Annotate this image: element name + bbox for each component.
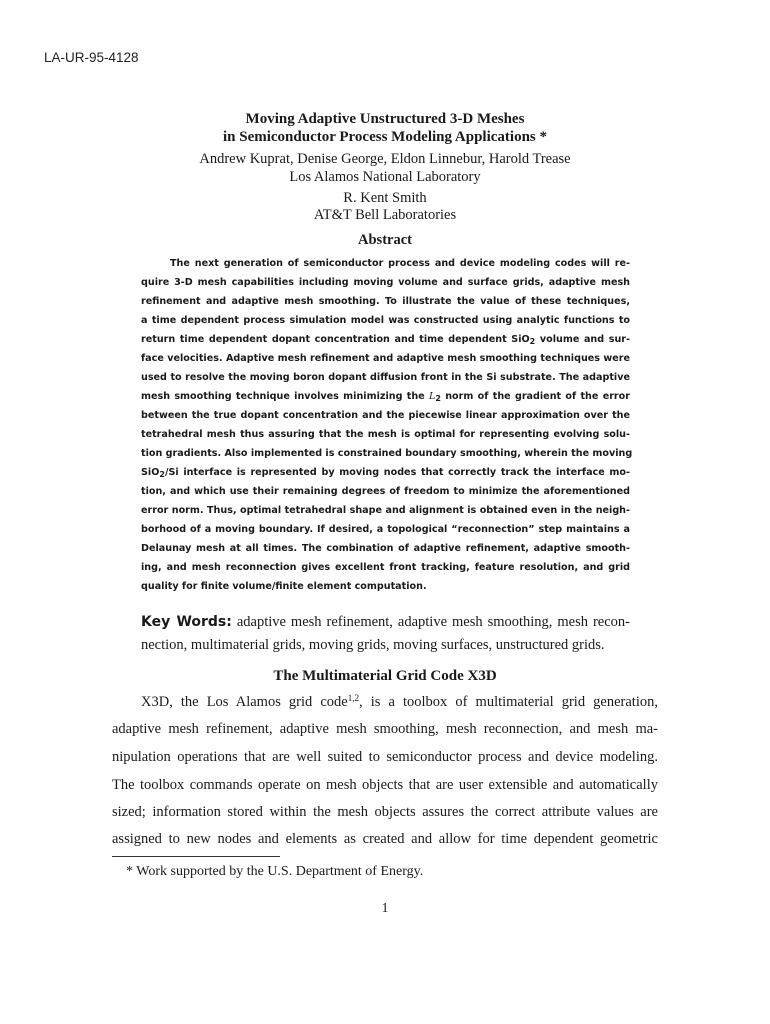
abstract-text: /Si interface is represented by moving nodes that correctly track the interface mo- [164,467,630,478]
keywords-line-2: nection, multimaterial grids, moving grids, moving surfaces, unstructured grids. [141,637,605,653]
abstract-line: a time dependent process simulation model was constructed using analytic functions to [141,315,630,326]
body-line [141,694,658,711]
abstract-line: refinement and adaptive mesh smoothing. To illustrate the value of these techniques, [141,296,630,307]
abstract-line: ing, and mesh reconnection gives excellent front tracking, feature resolution, and grid [141,562,630,573]
abstract-text: return time dependent dopant concentration and time dependent SiO [141,334,530,345]
page-number: 1 [381,901,389,916]
abstract-line: The next generation of semiconductor process and device modeling codes will re- [170,258,630,269]
abstract-line: between the true dopant concentration and the piecewise linear approximation over the [141,410,630,421]
body-text: X3D, the Los Alamos grid code [141,694,348,710]
abstract-line: Delaunay mesh at all times. The combination of adaptive refinement, adaptive smooth- [141,543,630,554]
abstract-text: norm of the gradient of the error [440,391,630,402]
abstract-line [141,334,630,345]
abstract-line: face velocities. Adaptive mesh refinement and adaptive mesh smoothing techniques were [141,353,630,364]
body-line: The toolbox commands operate on mesh objects that are user extensible and automatically [112,777,658,793]
abstract-line: borhood of a moving boundary. If desired, a topological “reconnection” step maintains a [141,524,630,535]
paper-title-line-2: in Semiconductor Process Modeling Applications * [222,129,548,145]
abstract-text: mesh smoothing technique involves minimizing the [141,391,429,402]
body-line: sized; information stored within the mesh objects assures the correct attribute values are [112,804,658,820]
abstract-line: tion gradients. Also implemented is constrained boundary smoothing, wherein the moving [141,448,633,459]
abstract-line: error norm. Thus, optimal tetrahedral shape and alignment is obtained even in the neigh- [141,505,630,516]
abstract-text: SiO [141,467,160,478]
keywords-text: adaptive mesh refinement, adaptive mesh smoothing, mesh recon- [231,614,630,630]
abstract-line: quire 3-D mesh capabilities including moving volume and surface grids, adaptive mesh [141,277,630,288]
abstract-heading: Abstract [358,232,412,248]
footnote-divider [112,856,280,857]
section-heading: The Multimaterial Grid Code X3D [273,668,497,684]
citation-superscript: 1,2 [347,693,359,703]
abstract-line [141,391,630,402]
abstract-line: used to resolve the moving boron dopant diffusion front in the Si substrate. The adaptive [141,372,630,383]
author-list: Andrew Kuprat, Denise George, Eldon Linnebur, Harold Trease [199,151,571,167]
body-line: nipulation operations that are well suited to semiconductor process and device modeling. [112,749,658,765]
report-number: LA-UR-95-4128 [44,50,139,65]
abstract-text: volume and sur- [535,334,630,345]
author-second: R. Kent Smith [343,190,427,206]
l2-symbol: L [428,391,436,402]
affiliation-lanl: Los Alamos National Laboratory [289,169,481,185]
body-text: , is a toolbox of multimaterial grid generation, [359,694,658,710]
subscript-2: 2 [159,470,165,479]
paper-title-line-1: Moving Adaptive Unstructured 3-D Meshes [245,111,525,127]
keywords-line-1 [141,614,630,631]
body-line: assigned to new nodes and elements as created and allow for time dependent geometric [112,831,658,847]
abstract-line [141,467,630,478]
subscript-2: 2 [529,337,536,346]
footnote: * Work supported by the U.S. Department of Energy. [126,864,424,879]
subscript-2: 2 [435,394,441,403]
abstract-line: quality for finite volume/finite element computation. [141,581,427,592]
affiliation-att: AT&T Bell Laboratories [313,207,457,223]
abstract-line: tion, and which use their remaining degrees of freedom to minimize the aforementioned [141,486,630,497]
keywords-label: Key Words: [141,614,232,630]
abstract-line: tetrahedral mesh thus assuring that the mesh is optimal for representing evolving solu- [141,429,630,440]
body-line: adaptive mesh refinement, adaptive mesh smoothing, mesh reconnection, and mesh ma- [112,721,658,737]
